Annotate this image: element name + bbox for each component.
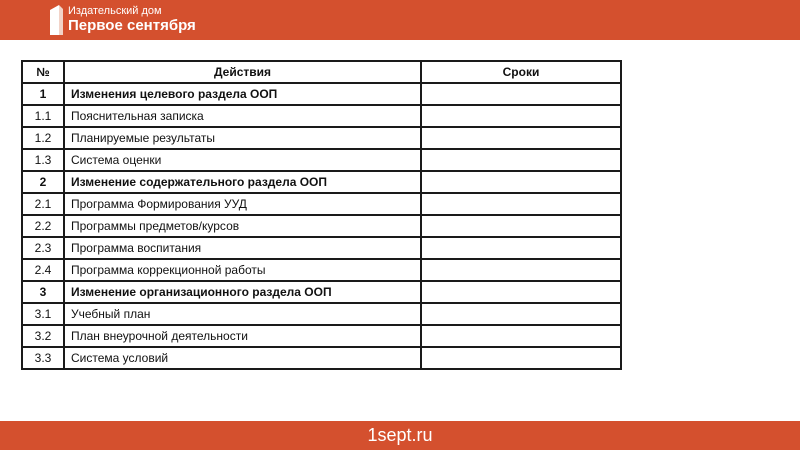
row-deadline <box>421 83 621 105</box>
row-deadline <box>421 127 621 149</box>
row-deadline <box>421 259 621 281</box>
row-action: Изменения целевого раздела ООП <box>64 83 421 105</box>
table-row <box>22 83 621 105</box>
row-action: Учебный план <box>64 303 421 325</box>
publisher-logo-icon <box>48 5 64 35</box>
row-deadline <box>421 281 621 303</box>
row-deadline <box>421 215 621 237</box>
table-row <box>22 237 621 259</box>
row-action: Программы предметов/курсов <box>64 215 421 237</box>
row-number: 3.1 <box>22 303 64 325</box>
table-row <box>22 105 621 127</box>
row-deadline <box>421 149 621 171</box>
footer-site-url[interactable]: 1sept.ru <box>367 425 433 445</box>
row-deadline <box>421 303 621 325</box>
row-number: 2.1 <box>22 193 64 215</box>
table-row <box>22 325 621 347</box>
row-action: Система оценки <box>64 149 421 171</box>
row-action: Планируемые результаты <box>64 127 421 149</box>
row-action: Изменение содержательного раздела ООП <box>64 171 421 193</box>
plan-table-container <box>21 60 622 370</box>
publisher-name-line2: Первое сентября <box>68 16 196 34</box>
row-number: 2.3 <box>22 237 64 259</box>
table-row <box>22 193 621 215</box>
row-number: 1 <box>22 83 64 105</box>
row-number: 2.4 <box>22 259 64 281</box>
table-row <box>22 347 621 369</box>
publisher-logo <box>48 4 196 36</box>
table-row <box>22 259 621 281</box>
row-number: 1.2 <box>22 127 64 149</box>
table-row <box>22 215 621 237</box>
row-action: Программа коррекционной работы <box>64 259 421 281</box>
column-header-number: № <box>22 61 64 83</box>
publisher-name-line1: Издательский дом <box>68 5 162 18</box>
table-row <box>22 281 621 303</box>
row-action: Пояснительная записка <box>64 105 421 127</box>
row-number: 3.2 <box>22 325 64 347</box>
row-action: Изменение организационного раздела ООП <box>64 281 421 303</box>
plan-table <box>21 60 622 370</box>
row-deadline <box>421 237 621 259</box>
row-number: 2 <box>22 171 64 193</box>
column-header-deadlines: Сроки <box>421 61 621 83</box>
row-deadline <box>421 171 621 193</box>
row-deadline <box>421 325 621 347</box>
row-action: Программа Формирования УУД <box>64 193 421 215</box>
row-number: 3 <box>22 281 64 303</box>
row-number: 1.1 <box>22 105 64 127</box>
row-deadline <box>421 105 621 127</box>
row-number: 2.2 <box>22 215 64 237</box>
row-deadline <box>421 347 621 369</box>
header-bar <box>0 0 800 40</box>
row-number: 3.3 <box>22 347 64 369</box>
column-header-actions: Действия <box>64 61 421 83</box>
row-number: 1.3 <box>22 149 64 171</box>
table-header-row <box>22 61 621 83</box>
table-row <box>22 149 621 171</box>
row-action: Система условий <box>64 347 421 369</box>
table-row <box>22 303 621 325</box>
footer-bar <box>0 421 800 450</box>
table-row <box>22 127 621 149</box>
row-action: Программа воспитания <box>64 237 421 259</box>
row-action: План внеурочной деятельности <box>64 325 421 347</box>
table-row <box>22 171 621 193</box>
row-deadline <box>421 193 621 215</box>
